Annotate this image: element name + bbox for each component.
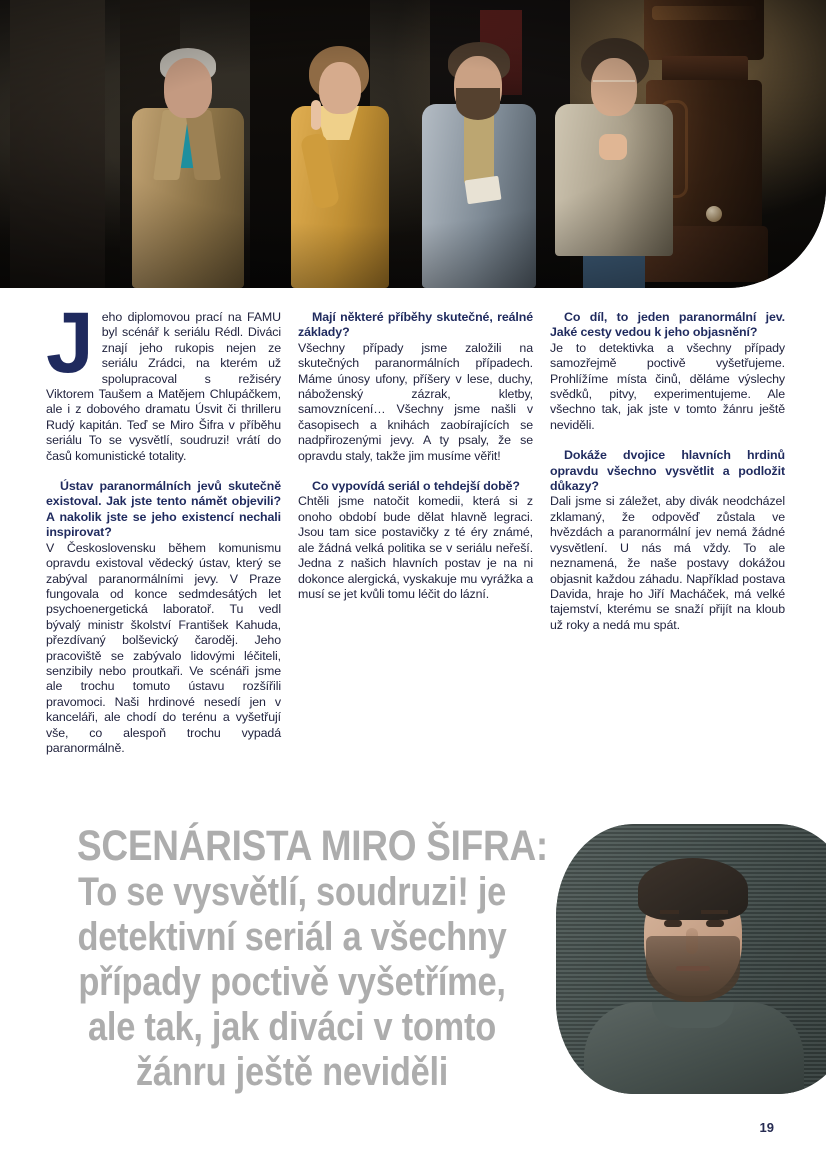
question-heading: Ústav paranormálních jevů skutečně existoval. Jak jste tento námět objevili? A nakolik jste se jeho existencí nechali inspirovat? <box>46 479 281 540</box>
answer-paragraph: Všechny případy jsme založili na skutečných paranormálních případech. Máme únosy ufony, příšery v lese, duchy, náboženský zázrak, kletby, samovznícení… Všechny jsme našli v časopisech a knihách zaobírajících se nadpřirozenými jevy. A ty psaly, že se opravdu staly, takže jim musíme věřit! <box>298 340 533 463</box>
question-heading: Co vypovídá seriál o tehdejší době? <box>312 479 520 494</box>
portrait-collar <box>652 1002 734 1028</box>
pull-quote <box>77 822 548 1095</box>
article-column-2 <box>298 310 533 602</box>
hero-scene <box>0 0 826 288</box>
pull-quote-line: To se vysvětlí, soudruzi! je <box>77 870 507 914</box>
question-heading: Co díl, to jeden paranormální jev. Jaké cesty vedou k jeho objasnění? <box>550 310 785 340</box>
answer-paragraph: Dali jsme si záležet, aby divák neodcházel zklamaný, že odpověď zůstala ve hvězdách a paranormální jev nemá žádné vysvětlení. U nás má vždy. To ale neznamená, že naše postavy dokážou objasnit každou záhadu. Například postava Davida, hraje ho Jiří Macháček, má velké tajemství, kterému se snaží přijít na kloub už roky a nedá mu spát. <box>550 494 785 632</box>
portrait-eyebrows <box>660 910 728 914</box>
portrait-mouth <box>676 966 710 971</box>
pull-quote-line: detektivní seriál a všechny <box>77 915 507 959</box>
lead-paragraph-text: eho diplomovou prací na FAMU byl scénář k seriálu Rédl. Diváci znají jeho rukopis nejen ze seriálu Zrádci, na kterém už spolupracoval s režiséry Viktorem Taušem a Matějem Chlupáčkem, ale i z dobového dramatu Úsvit či thrilleru Rudý kapitán. Teď se Miro Šifra v příběhu seriálu To se vysvětlí, soudruzi! vrátí do časů komunistické totality. <box>46 310 281 463</box>
page-number: 19 <box>759 1120 774 1135</box>
drop-cap: J <box>46 295 94 391</box>
portrait-nose <box>686 928 698 954</box>
lead-paragraph <box>46 295 281 464</box>
article-column-3 <box>550 310 785 633</box>
portrait-photo <box>556 824 826 1094</box>
portrait-eye-right <box>706 920 724 927</box>
photo-vignette <box>0 0 826 288</box>
question-heading: Dokáže dvojice hlavních hrdinů opravdu všechno vysvětlit a podložit důkazy? <box>550 448 785 494</box>
answer-paragraph: V Československu během komunismu opravdu existoval vědecký ústav, který se zabýval paranormálními jevy. V Praze fungovala od konce sedmdesátých let psychoenergetická laboratoř. Tu vedl bývalý ministr školství František Kahuda, přezdívaný bolševický čaroděj. Jeho pracoviště se zabývalo lidovými léčiteli, senzibily nebo proutkaři. Ve scénáři jsme ale trochu tomuto ústavu rozšířili pravomoci. Naši hrdinové nesedí jen v kanceláři, ale chodí do terénu a vyšetřují vše, co alespoň trochu vypadá paranormálně. <box>46 540 281 755</box>
answer-paragraph: Chtěli jsme natočit komedii, která si z onoho období bude dělat hlavně legraci. Jsou tam sice postavičky z té éry známé, ale žádná velká politika se v seriálu neřeší. Jedna z našich hlavních postav je na ni dokonce alergická, vyskakuje mu vyrážka a musí se jet kvůli tomu léčit do lázní. <box>298 494 533 601</box>
article-column-1 <box>46 295 281 756</box>
pull-quote-line: případy poctivě vyšetříme, <box>78 960 506 1004</box>
pull-quote-line: ale tak, jak diváci v tomto <box>88 1005 496 1049</box>
portrait-eye-left <box>664 920 682 927</box>
article-body <box>46 295 786 756</box>
pull-quote-line: SCENÁRISTA MIRO ŠIFRA: <box>77 822 548 870</box>
answer-paragraph: Je to detektivka a všechny případy samozřejmě poctivě vyšetřujeme. Prohlížíme místa činů, děláme výslechy svědků, pitvy, experimentujeme. Ale všechno tak, jak jste v tomto žánru ještě neviděli. <box>550 340 785 432</box>
pull-quote-line: žánru ještě neviděli <box>135 1050 449 1094</box>
hero-photo <box>0 0 826 288</box>
question-heading: Mají některé příběhy skutečné, reálné základy? <box>298 310 533 340</box>
